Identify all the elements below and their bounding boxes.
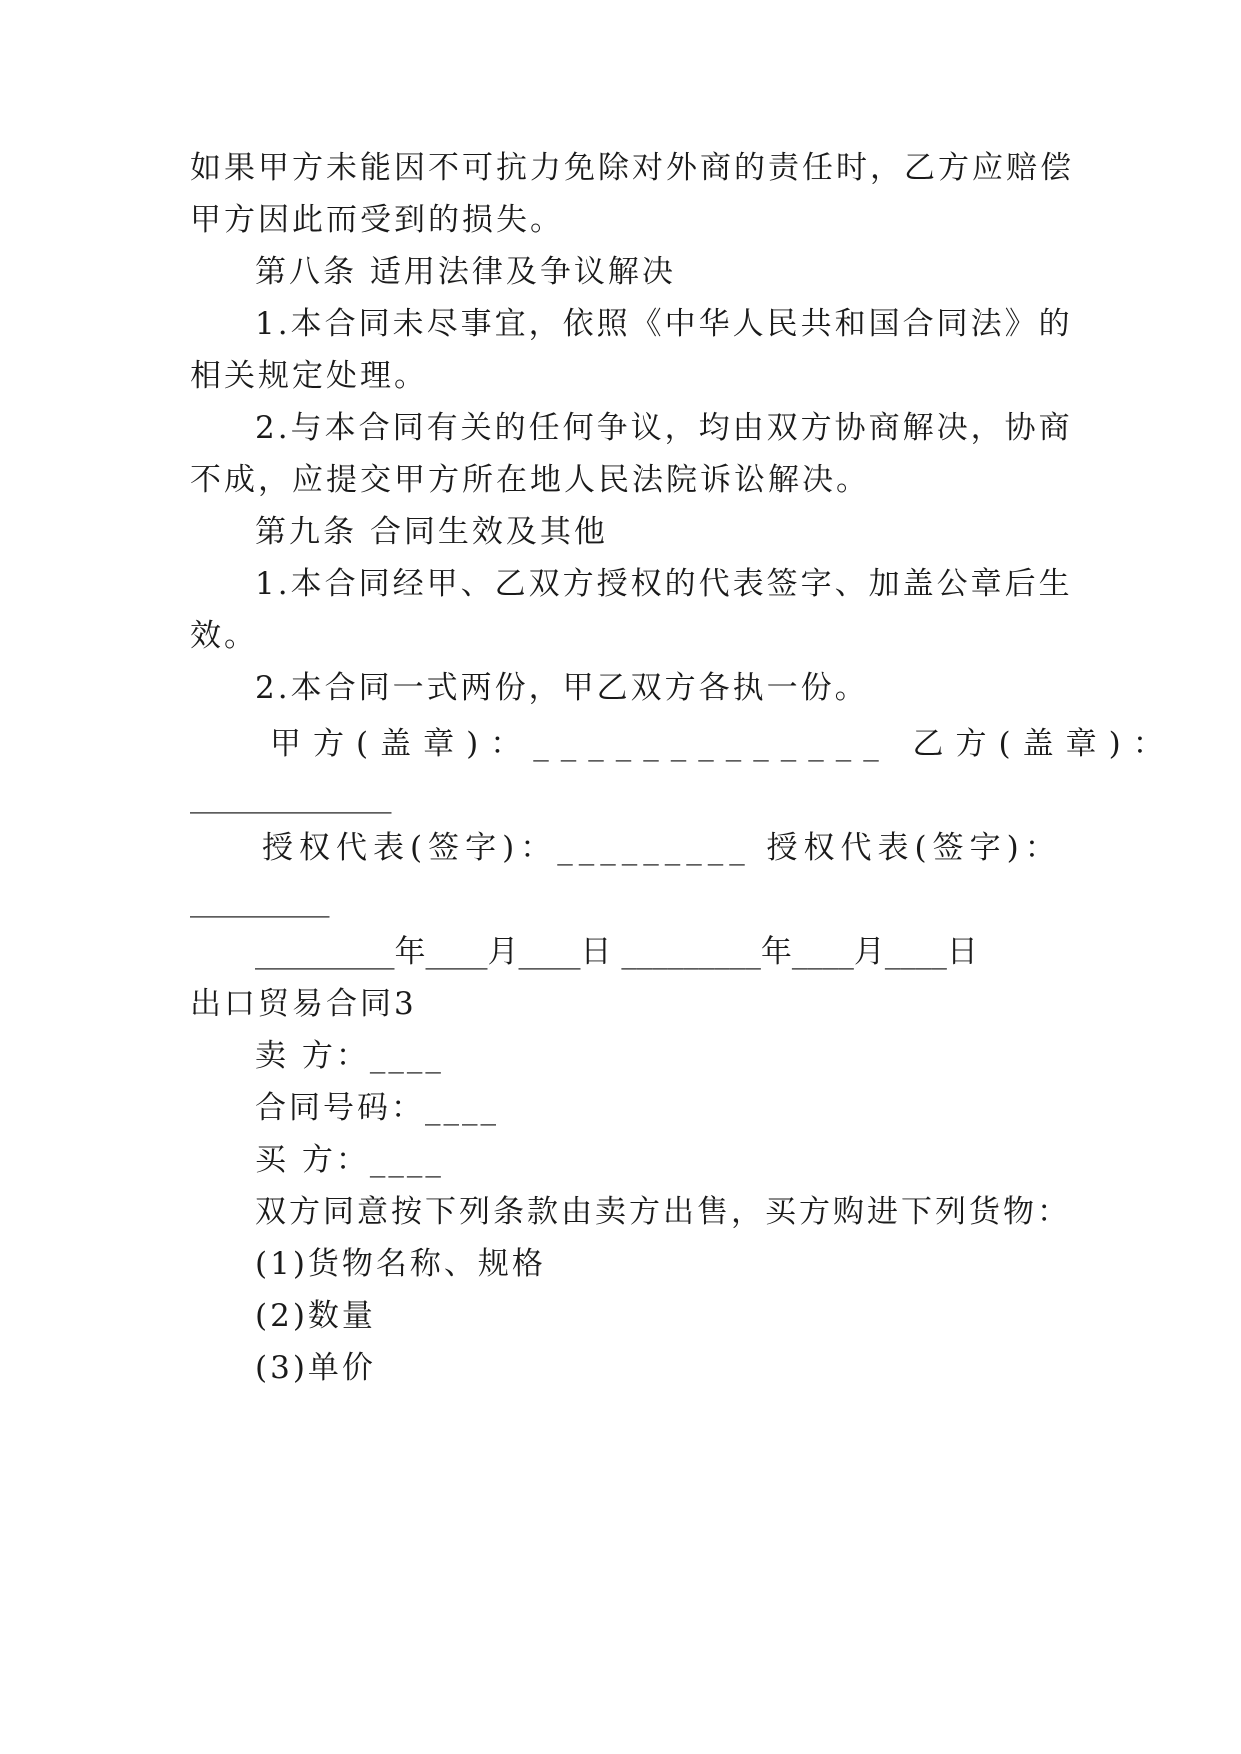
paragraph-line: 效。 [190, 618, 258, 654]
list-item: (3)单价 [255, 1350, 376, 1386]
section-heading-9: 第九条 合同生效及其他 [255, 514, 608, 550]
contract-title: 出口贸易合同3 [190, 986, 417, 1022]
clause-9-1: 1.本合同经甲、乙双方授权的代表签字、加盖公章后生 [255, 566, 1073, 602]
contract-number-field: 合同号码：____ [255, 1090, 499, 1126]
section-heading-8: 第八条 适用法律及争议解决 [255, 254, 676, 290]
buyer-field: 买 方：____ [255, 1142, 444, 1178]
signature-line: 授权代表(签字)：_________ 授权代表(签字)： [262, 830, 1062, 866]
clause-8-1: 1.本合同未尽事宜，依照《中华人民共和国合同法》的 [255, 306, 1073, 342]
signature-blank: _________ [190, 882, 330, 918]
paragraph-line: 如果甲方未能因不可抗力免除对外商的责任时，乙方应赔偿 [190, 150, 1074, 186]
seal-line: 甲方(盖章)：_____________ 乙方(盖章)： [270, 726, 1176, 762]
seller-field: 卖 方：____ [255, 1038, 444, 1074]
agreement-statement: 双方同意按下列条款由卖方出售，买方购进下列货物： [255, 1194, 1071, 1230]
date-line: _________年____月____日 _________年____月____日 [255, 934, 978, 970]
clause-8-2: 2.与本合同有关的任何争议，均由双方协商解决，协商 [255, 410, 1073, 446]
paragraph-line: 不成，应提交甲方所在地人民法院诉讼解决。 [190, 462, 870, 498]
paragraph-line: 相关规定处理。 [190, 358, 428, 394]
list-item: (2)数量 [255, 1298, 376, 1334]
clause-9-2: 2.本合同一式两份，甲乙双方各执一份。 [255, 670, 869, 706]
signature-blank: _____________ [190, 778, 392, 814]
paragraph-line: 甲方因此而受到的损失。 [190, 202, 564, 238]
list-item: (1)货物名称、规格 [255, 1246, 546, 1282]
